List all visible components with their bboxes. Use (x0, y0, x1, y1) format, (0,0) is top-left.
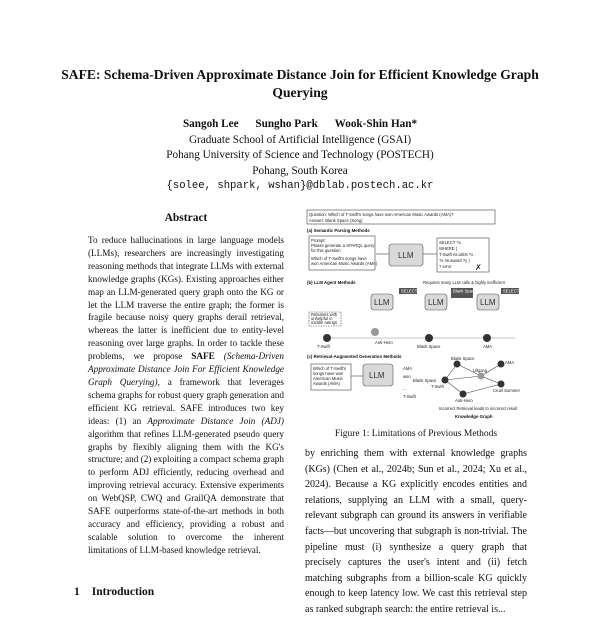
prompt-line: Awards (AMA) (313, 381, 340, 386)
llm-label: LLM (374, 298, 390, 307)
kg-node-label: Anti-Hero (455, 398, 473, 403)
prompt-line: won American Music Awards (AMA) (311, 261, 378, 266)
abstract-heading: Abstract (164, 212, 208, 224)
panel-a-label: (a) Semantic Parsing Methods (307, 228, 370, 233)
agent-node (371, 328, 379, 336)
agent-tag-text: Blank Space? (453, 288, 479, 294)
kg-node-label: Ullgang (473, 368, 488, 373)
prompt-line: American Music (313, 376, 343, 381)
method-expansion: (Schema-Driven Approximate Distance Join For Efficient Knowledge Graph Querying) (88, 351, 284, 387)
llm-label: LLM (428, 298, 444, 307)
sparql-line: SELECT ?x (439, 240, 461, 245)
author-name: Sangoh Lee (182, 118, 239, 130)
section-number: 1 (74, 586, 80, 598)
prompt-line: Which of T-Swift's (313, 366, 347, 371)
triple-label: ... (403, 386, 407, 391)
section-title: Introduction (91, 586, 155, 598)
agent-node-label: Blank Space (417, 344, 441, 349)
abstract-text: algorithm that refines LLM-generated pseudo query graphs by flexibly aligning them with the KG's structure; and (2) exploiting a compact schema graph to perform ADJ efficiently, reducing overhead and improving retrieval accuracy. Extensive experiments on WebQSP, CWQ and GrailQA demonstrate that SAFE outperforms state-of-the-art methods in both accuracy and efficiency, providing a robust and scalable solution to overcome the inherent limitations of LLM-based knowledge retrieval. (88, 428, 284, 555)
llm-label: LLM (369, 371, 385, 380)
llm-label: LLM (398, 251, 414, 260)
agent-note: Relations with (311, 312, 338, 317)
abstract-text: To reduce hallucinations in large language models (LLMs), researchers are increasingly investigating reasoning methods that integrate LLMs with external knowledge graphs (KGs). Existing approaches either map an LLM-generated query graph onto the KG or let the LLM traverse the entire graph; the former is fragile because noisy query graphs derail retrieval, whereas the latter is inefficient due to entity-level reasoning over large graphs. In order to tackle these problems, we propose (88, 235, 284, 362)
author-block (60, 117, 540, 195)
agent-note: middle ratings (311, 320, 338, 325)
agent-note: unhelpful in (311, 316, 333, 321)
agent-node-label: T-Swift (317, 344, 330, 349)
agent-node-label: AMA (483, 344, 493, 349)
agent-node-label: Anti-Hero (375, 340, 393, 345)
location: Pohang, South Korea (252, 164, 348, 177)
kg-node-label: AMA (505, 360, 515, 365)
author-name: Wook-Shin Han* (334, 118, 418, 130)
prompt-line: Please generate a SPARQL query (311, 243, 375, 248)
sparql-line: ? error (439, 264, 452, 269)
question-text: Question: Which of T-Swift's songs have won American Music Awards (AMA)? (309, 212, 454, 217)
triple-label: AMA (403, 366, 413, 371)
agent-node (483, 334, 491, 342)
prompt-line: Prompt: (311, 238, 326, 243)
author-name: Sungho Park (255, 118, 318, 130)
prompt-line: Which of T-Swift's songs have (311, 256, 367, 261)
paper-title: SAFE: Schema-Driven Approximate Distance Join for Efficient Knowledge Graph Querying (61, 67, 539, 100)
panel-c-label: (c) Retrieval-Augmented Generation Methods (307, 354, 402, 359)
figure-caption: Figure 1: Limitations of Previous Methods (334, 429, 498, 439)
panel-b-label: (b) LLM Agent Methods (307, 280, 356, 285)
agent-tag-text: SELECT (401, 288, 418, 294)
abstract-text: , a framework that leverages schema graphs for robust query graph generation and efficient KG retrieval. SAFE introduces two key ideas: (1) an (88, 376, 284, 426)
author-emails: {solee, shpark, wshan}@dblab.postech.ac.kr (166, 180, 434, 193)
section-heading (74, 586, 166, 598)
kg-node-label: Blank Space (451, 356, 475, 361)
answer-text: Answer: Blank Space (Song) (309, 218, 363, 223)
kg-node-label: T-Swift (431, 384, 444, 389)
prompt-line: songs have won (313, 371, 344, 376)
agent-tag-text: SELECT (503, 288, 520, 294)
method-name: SAFE (191, 351, 215, 362)
triple-label: won (403, 374, 411, 379)
triple-label: Blank Space (413, 378, 437, 383)
kg-node-label: Cruel Summer (493, 388, 520, 393)
sparql-line: T-Swift ns:artist ?x . (439, 252, 476, 257)
abstract-body (88, 234, 284, 557)
author-names (60, 117, 540, 133)
error-mark-icon: ✗ (475, 263, 482, 272)
affiliation: Pohang University of Science and Technology (POSTECH) (166, 149, 434, 162)
sparql-line: ?x ns:award ?y } (439, 258, 470, 263)
triple-label: T-Swift (403, 394, 416, 399)
kg-label: Knowledge Graph (455, 414, 493, 419)
figure-1 (305, 204, 527, 424)
sparql-line: WHERE { (439, 246, 458, 251)
llm-label: LLM (480, 298, 496, 307)
prompt-line: for this question (311, 248, 341, 253)
affiliation: Graduate School of Artificial Intelligence (GSAI) (188, 133, 412, 146)
llm-calls-note: Requires many LLM calls & highly inefficient (423, 280, 505, 285)
agent-node (425, 334, 433, 342)
agent-node (323, 334, 331, 342)
adj-term: Approximate Distance Join (ADJ) (147, 415, 284, 426)
intro-body: by enriching them with external knowledge graphs (KGs) (Chen et al., 2024b; Sun et al., 2024; Xu et al., 2024). Because a KG explicitly encodes entities and relations, supplying an LLM with a small, query-relevant subgraph can ground its answers in verifiable facts—but uncovering that subgraph is non-trivial. The pipeline must (i) synthesize a query graph that precisely captures the user's intent and (ii) fetch matching subgraphs from a billion-scale KG quickly enough to keep latency low. We cast this retrieval step as ranked subgraph search: the entire retrieval is... (305, 448, 527, 615)
kg-note: Incorrect Retrieval leads to incorrect result (439, 406, 518, 411)
